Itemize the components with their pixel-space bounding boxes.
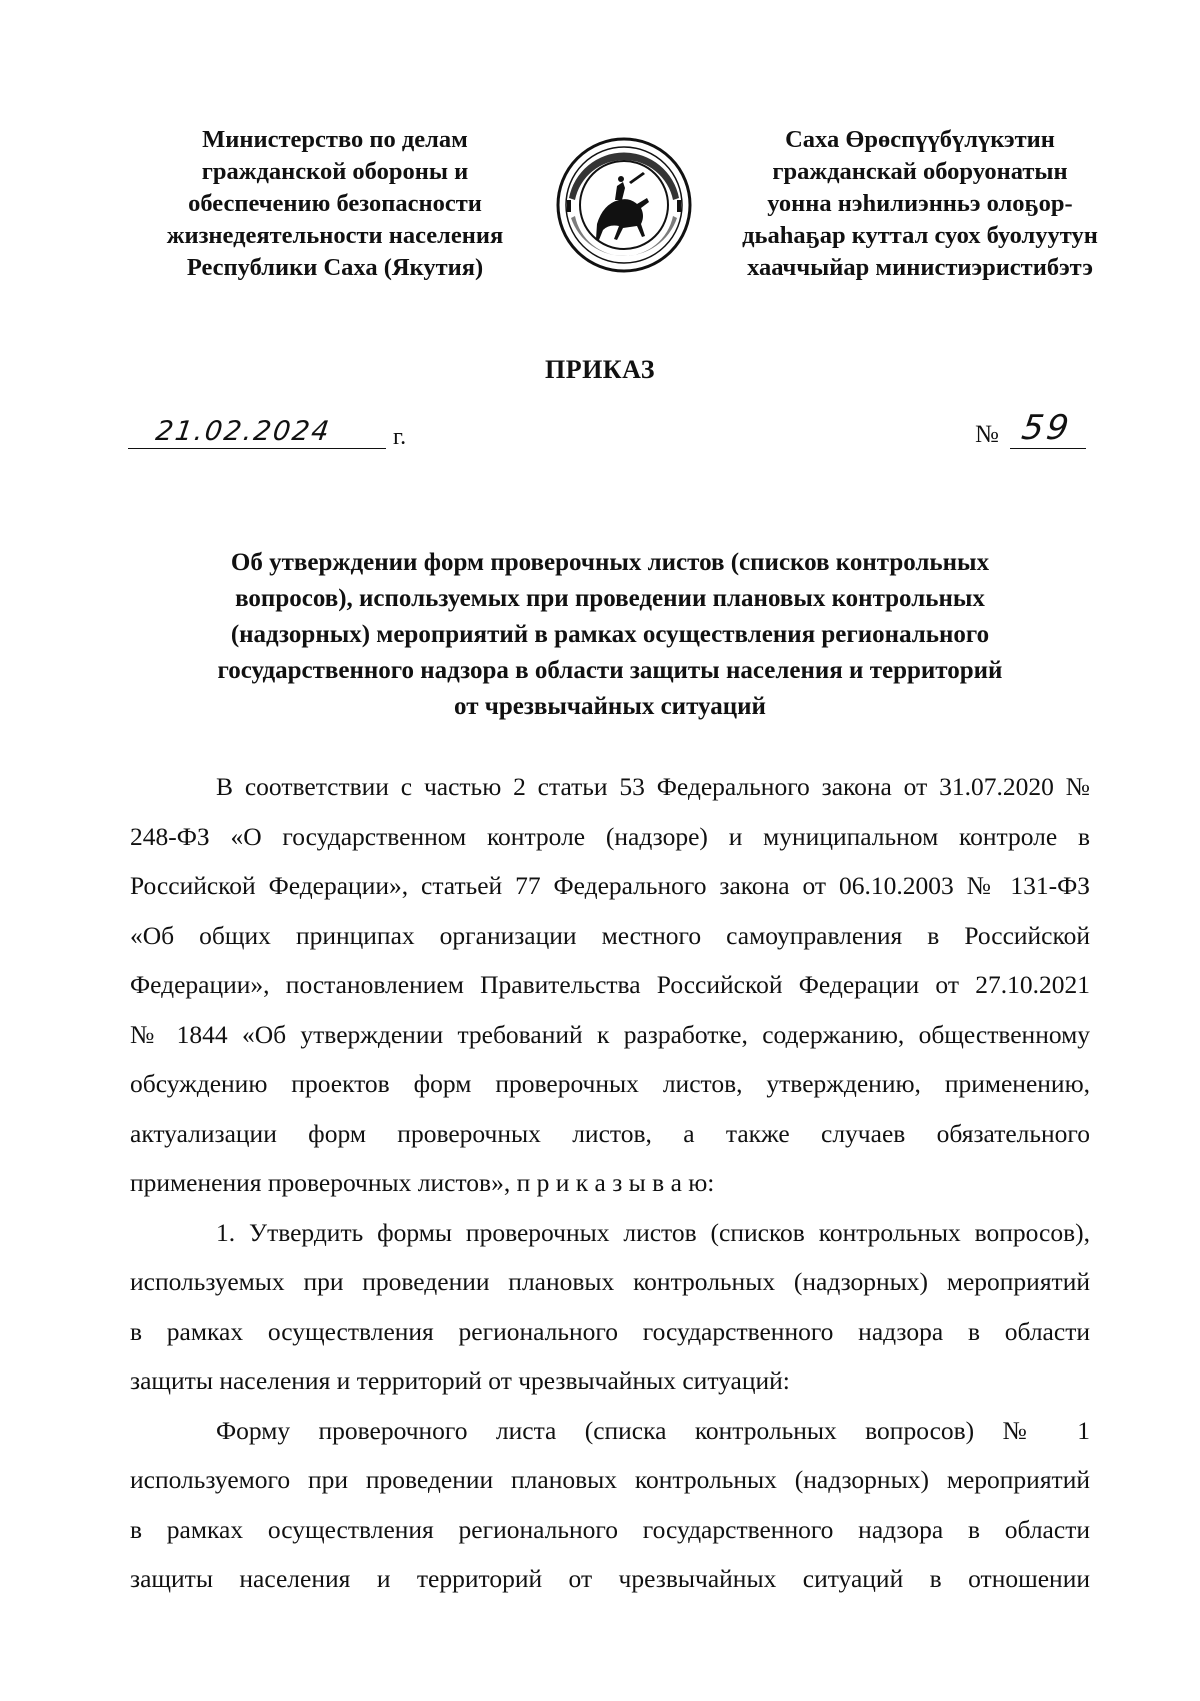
body-line: Российской Федерации», статьей 77 Федерального закона от 06.10.2003 № 131-ФЗ xyxy=(130,871,1090,900)
body-line: Федерации», постановлением Правительства Российской Федерации от 27.10.2021 xyxy=(130,970,1090,999)
coat-of-arms-sakha-icon xyxy=(555,136,693,274)
body-line: Форму проверочного листа (списка контрольных вопросов) № 1 xyxy=(216,1415,1090,1445)
ministry-name-line: хааччыйар министиэристибэтэ xyxy=(747,254,1093,281)
order-date-field xyxy=(128,416,386,449)
ministry-name-line: жизнедеятельности населения xyxy=(166,222,504,249)
order-subject xyxy=(150,545,1070,725)
body-line: актуализации форм проверочных листов, а также случаев обязательного xyxy=(130,1118,1090,1148)
body-line: используемых при проведении плановых контрольных (надзорных) мероприятий xyxy=(130,1267,1090,1296)
ministry-name-line: Республики Саха (Якутия) xyxy=(186,254,484,281)
body-line: защиты населения и территорий от чрезвычайных ситуаций в отношении xyxy=(130,1564,1090,1593)
body-line: В соответствии с частью 2 статьи 53 Федерального закона от 31.07.2020 № xyxy=(216,772,1090,801)
order-date-suffix: г. xyxy=(393,424,407,450)
ministry-name-russian xyxy=(140,124,530,284)
ministry-name-line: дьаһаҕар куттал суох буолуутун xyxy=(742,222,1098,249)
body-line: в рамках осуществления регионального государственного надзора в области xyxy=(130,1316,1090,1346)
subject-line: вопросов), используемых при проведении плановых контрольных xyxy=(235,585,985,612)
ministry-name-line: Саха Өрөспүүбүлүкэтин xyxy=(785,126,1055,153)
body-line: № 1844 «Об утверждении требований к разработке, содержанию, общественному xyxy=(130,1019,1090,1049)
ministry-name-sakha xyxy=(720,124,1120,284)
document-title: ПРИКАЗ xyxy=(544,355,656,384)
subject-line: Об утверждении форм проверочных листов (списков контрольных xyxy=(230,549,990,576)
body-line: применения проверочных листов», п р и к а з ы в а ю: xyxy=(130,1168,715,1197)
body-line: «Об общих принципах организации местного самоуправления в Российской xyxy=(130,920,1090,950)
body-line: защиты населения и территорий от чрезвычайных ситуаций: xyxy=(130,1366,790,1395)
order-number-handwritten: 59 xyxy=(1019,408,1075,448)
order-number-field xyxy=(1010,408,1086,449)
order-date-handwritten: 21.02.2024 xyxy=(153,416,333,447)
body-line: используемого при проведении плановых контрольных (надзорных) мероприятий xyxy=(130,1465,1090,1494)
ministry-name-line: уонна нэһилиэнньэ олоҕор- xyxy=(767,190,1073,217)
ministry-name-line: гражданской обороны и xyxy=(201,158,469,185)
order-body xyxy=(130,762,1090,1604)
subject-line: (надзорных) мероприятий в рамках осуществления регионального xyxy=(230,621,990,648)
body-line: обсуждению проектов форм проверочных листов, утверждению, применению, xyxy=(130,1069,1090,1098)
subject-line: государственного надзора в области защиты населения и территорий xyxy=(217,657,1003,684)
body-line: в рамках осуществления регионального государственного надзора в области xyxy=(130,1514,1090,1544)
order-number-label: № xyxy=(975,421,999,448)
body-line: 1. Утвердить формы проверочных листов (списков контрольных вопросов), xyxy=(216,1217,1090,1247)
subject-line: от чрезвычайных ситуаций xyxy=(454,693,766,720)
body-line: 248-ФЗ «О государственном контроле (надзоре) и муниципальном контроле в xyxy=(130,821,1090,851)
ministry-name-line: Министерство по делам xyxy=(202,126,468,153)
ministry-name-line: гражданскай оборуонатын xyxy=(772,158,1068,185)
ministry-name-line: обеспечению безопасности xyxy=(188,190,482,217)
